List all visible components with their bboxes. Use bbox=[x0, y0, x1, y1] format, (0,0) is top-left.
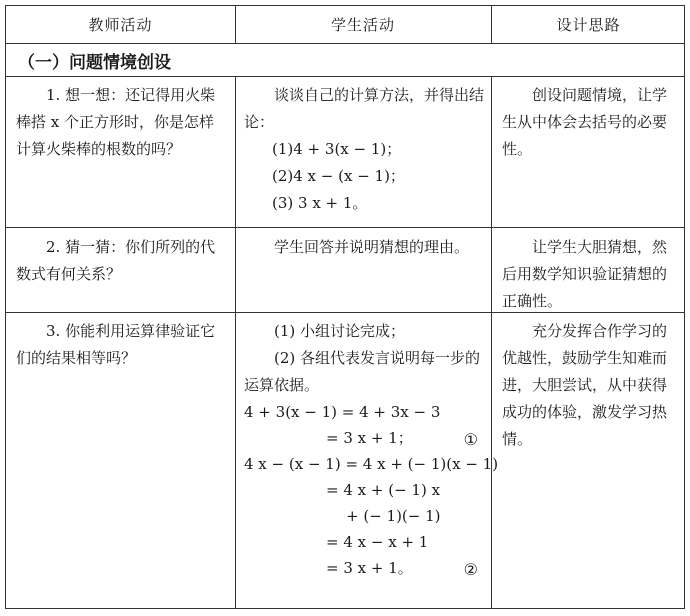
row1-design bbox=[502, 82, 678, 163]
row1-teacher bbox=[16, 82, 228, 163]
row2-design-text: 让学生大胆猜想，然后用数学知识验证猜想的正确性。 bbox=[502, 238, 668, 310]
row3-student-item-2: (2) 各组代表发言说明每一步的运算依据。 bbox=[244, 349, 481, 394]
row1-teacher-text: 1. 想一想：还记得用火柴棒搭 x 个正方形时，你是怎样计算火柴棒的根数的吗？ bbox=[16, 86, 216, 158]
row3-design-text: 充分发挥合作学习的优越性，鼓励学生知难而进，大胆尝试，从中获得成功的体验，激发学习热情。 bbox=[502, 322, 668, 448]
row1-student-item-1: (1)4 + 3(x − 1)； bbox=[272, 140, 402, 158]
row2-student-text: 学生回答并说明猜想的理由。 bbox=[274, 238, 470, 256]
row1-divider bbox=[6, 227, 684, 228]
math-line-4: = 4 x + (− 1) x bbox=[326, 481, 441, 499]
equation-marker-2: ② bbox=[463, 560, 478, 579]
row1-student-item-2: (2)4 x − (x − 1)； bbox=[272, 167, 405, 185]
math-line-7: = 3 x + 1。 bbox=[326, 559, 413, 577]
row3-student-item-1: (1) 小组讨论完成； bbox=[274, 322, 406, 340]
row2-teacher-text: 2. 猜一猜：你们所列的代数式有何关系？ bbox=[16, 238, 216, 283]
row1-student-intro: 谈谈自己的计算方法，并得出结论： bbox=[244, 86, 485, 131]
header-student: 学生活动 bbox=[330, 16, 395, 34]
row2-student bbox=[244, 234, 484, 261]
header-design: 设计思路 bbox=[556, 16, 621, 34]
section-title: （一）问题情境创设 bbox=[18, 52, 171, 73]
row1-student bbox=[244, 82, 484, 217]
row1-design-text: 创设问题情境，让学生从中体会去括号的必要性。 bbox=[502, 86, 668, 158]
math-line-5: + (− 1)(− 1) bbox=[346, 507, 441, 525]
col1-divider bbox=[235, 76, 236, 608]
row3-student bbox=[244, 318, 499, 603]
row2-teacher bbox=[16, 234, 228, 288]
math-line-1: 4 + 3(x − 1) = 4 + 3x − 3 bbox=[244, 403, 441, 421]
row2-design bbox=[502, 234, 678, 315]
row3-design bbox=[502, 318, 678, 453]
section-divider bbox=[6, 76, 684, 77]
lesson-table bbox=[5, 5, 685, 609]
math-line-3: 4 x − (x − 1) = 4 x + (− 1)(x − 1) bbox=[244, 455, 499, 473]
row3-teacher-text: 3. 你能利用运算律验证它们的结果相等吗？ bbox=[16, 322, 216, 367]
math-line-2: = 3 x + 1； bbox=[326, 429, 413, 447]
math-line-6: = 4 x − x + 1 bbox=[326, 533, 429, 551]
row1-student-item-3: (3) 3 x + 1。 bbox=[272, 194, 368, 212]
row3-teacher bbox=[16, 318, 228, 372]
equation-marker-1: ① bbox=[463, 430, 478, 449]
header-teacher: 教师活动 bbox=[88, 16, 153, 34]
col2-divider bbox=[491, 76, 492, 608]
